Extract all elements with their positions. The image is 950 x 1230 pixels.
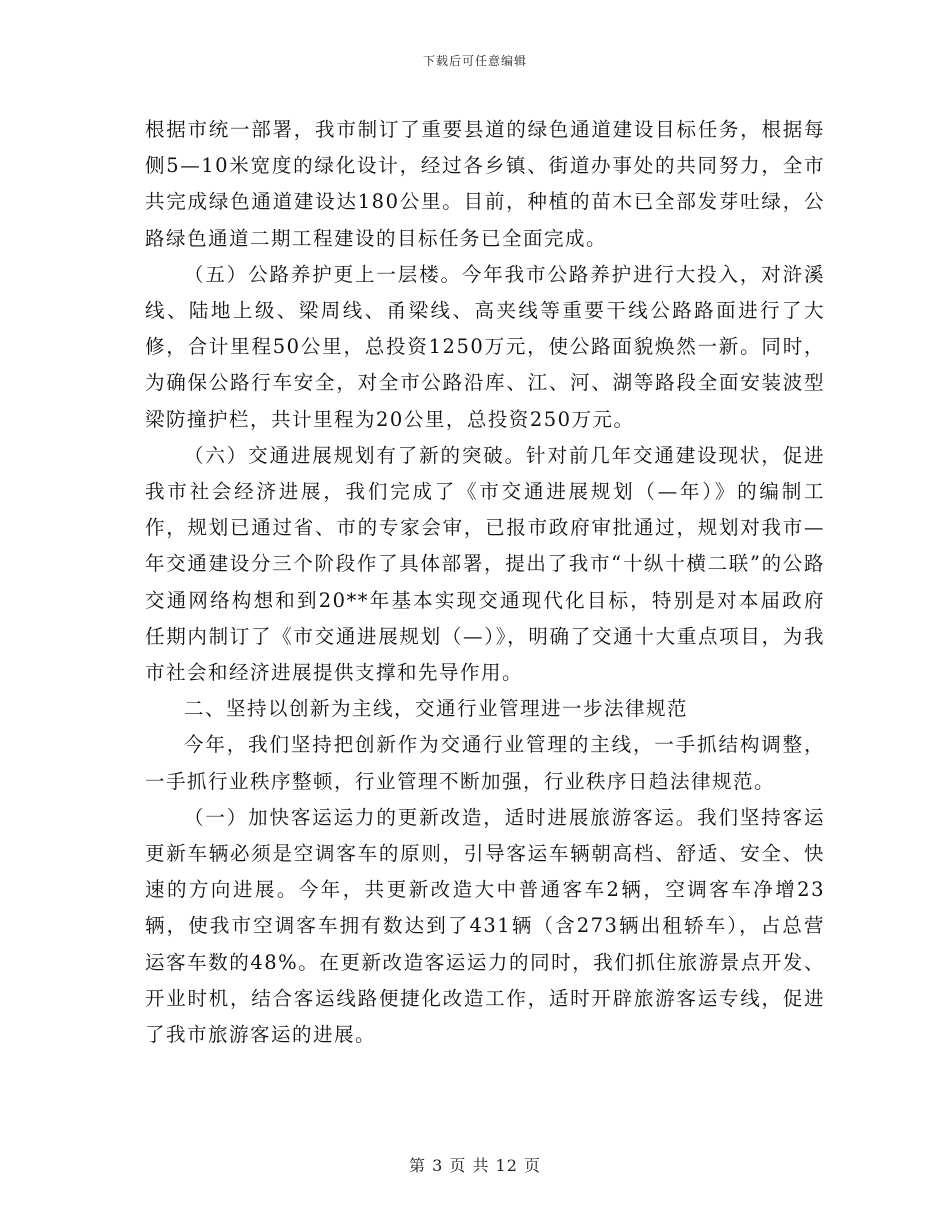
body-paragraph: 今年，我们坚持把创新作为交通行业管理的主线，一手抓结构调整，一手抓行业秩序整顿，行业管理不断加强，行业秩序日趋法律规范。: [145, 733, 825, 793]
body-paragraph: （六）交通进展规划有了新的突破。针对前几年交通建设现状，促进我市社会经济进展，我们完成了《市交通进展规划（—年）》的编制工作，规划已通过省、市的专家会审，已报市政府审批通过，规划对我市—年交通建设分三个阶段作了具体部署，提出了我市“十纵十横二联”的公路交通网络构想和到20**年基本实现交通现代化目标，特别是对本届政府任期内制订了《市交通进展规划（—）》，明确了交通十大重点项目，为我市社会和经济进展提供支撑和先导作用。: [145, 443, 825, 685]
page-header: 下载后可任意编辑: [422, 54, 527, 68]
body-paragraph: （一）加快客运运力的更新改造，适时进展旅游客运。我们坚持客运更新车辆必须是空调客车的原则，引导客运车辆朝高档、舒适、安全、快速的方向进展。今年，共更新改造大中普通客车2辆，空调客车净增23辆，使我市空调客车拥有数达到了431辆（含273辆出租轿车），占总营运客车数的48%。在更新改造客运运力的同时，我们抓住旅游景点开发、开业时机，结合客运线路便捷化改造工作，适时开辟旅游客运专线，促进了我市旅游客运的进展。: [145, 805, 825, 1047]
document-body: [145, 112, 825, 1053]
section-heading: 二、坚持以创新为主线，交通行业管理进一步法律规范: [184, 697, 689, 721]
page-number: 第 3 页 共 12 页: [409, 1156, 541, 1175]
body-paragraph: 根据市统一部署，我市制订了重要县道的绿色通道建设目标任务，根据每侧5—10米宽度的绿化设计，经过各乡镇、街道办事处的共同努力，全市共完成绿色通道建设达180公里。目前，种植的苗木已全部发芽吐绿，公路绿色通道二期工程建设的目标任务已全面完成。: [145, 118, 825, 250]
body-paragraph: （五）公路养护更上一层楼。今年我市公路养护进行大投入，对浒溪线、陆地上级、梁周线、甬梁线、高夹线等重要干线公路路面进行了大修，合计里程50公里，总投资1250万元，使公路面貌焕然一新。同时，为确保公路行车安全，对全市公路沿库、江、河、湖等路段全面安装波型梁防撞护栏，共计里程为20公里，总投资250万元。: [145, 262, 825, 431]
